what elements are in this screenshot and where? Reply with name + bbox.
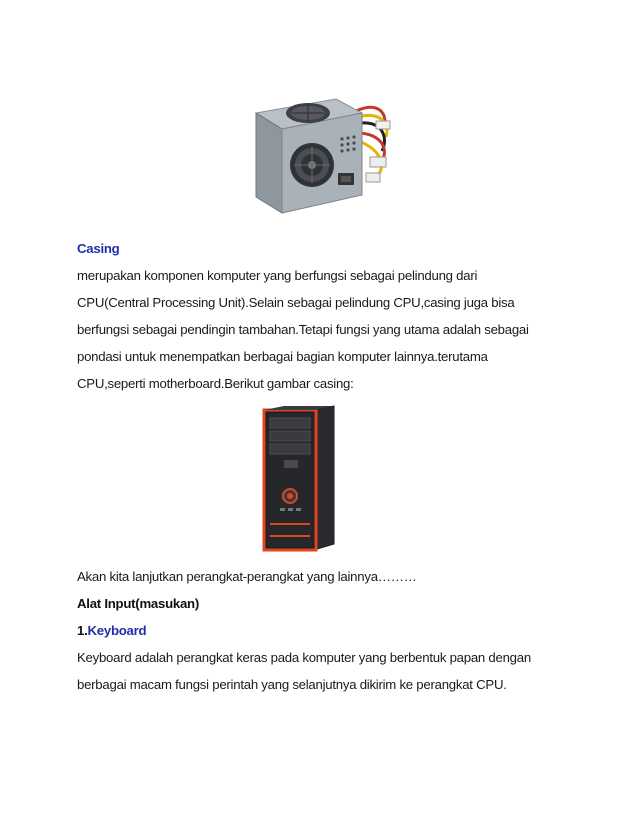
keyboard-number: 1. bbox=[77, 623, 88, 638]
keyboard-title: Keyboard bbox=[87, 623, 147, 638]
input-devices-heading: Alat Input(masukan) bbox=[77, 596, 200, 611]
casing-paragraph-line-1: merupakan komponen komputer yang berfungsi sebagai pelindung dari bbox=[77, 268, 478, 283]
computer-case-image bbox=[258, 404, 342, 552]
casing-paragraph-line-4: pondasi untuk menempatkan berbagai bagian komputer lainnya.terutama bbox=[77, 349, 488, 364]
casing-paragraph-line-5: CPU,seperti motherboard.Berikut gambar casing: bbox=[77, 376, 354, 391]
keyboard-paragraph-line-1: Keyboard adalah perangkat keras pada komputer yang berbentuk papan dengan bbox=[77, 650, 531, 665]
keyboard-paragraph-line-2: berbagai macam fungsi perintah yang selanjutnya dikirim ke perangkat CPU. bbox=[77, 677, 507, 692]
casing-paragraph-line-3: berfungsi sebagai pendingin tambahan.Tetapi fungsi yang utama adalah sebagai bbox=[77, 322, 529, 337]
continue-text: Akan kita lanjutkan perangkat-perangkat yang lainnya……… bbox=[77, 569, 417, 584]
keyboard-heading bbox=[77, 622, 146, 640]
casing-heading: Casing bbox=[77, 241, 120, 256]
power-supply-image bbox=[238, 93, 398, 217]
casing-paragraph-line-2: CPU(Central Processing Unit).Selain sebagai pelindung CPU,casing juga bisa bbox=[77, 295, 515, 310]
